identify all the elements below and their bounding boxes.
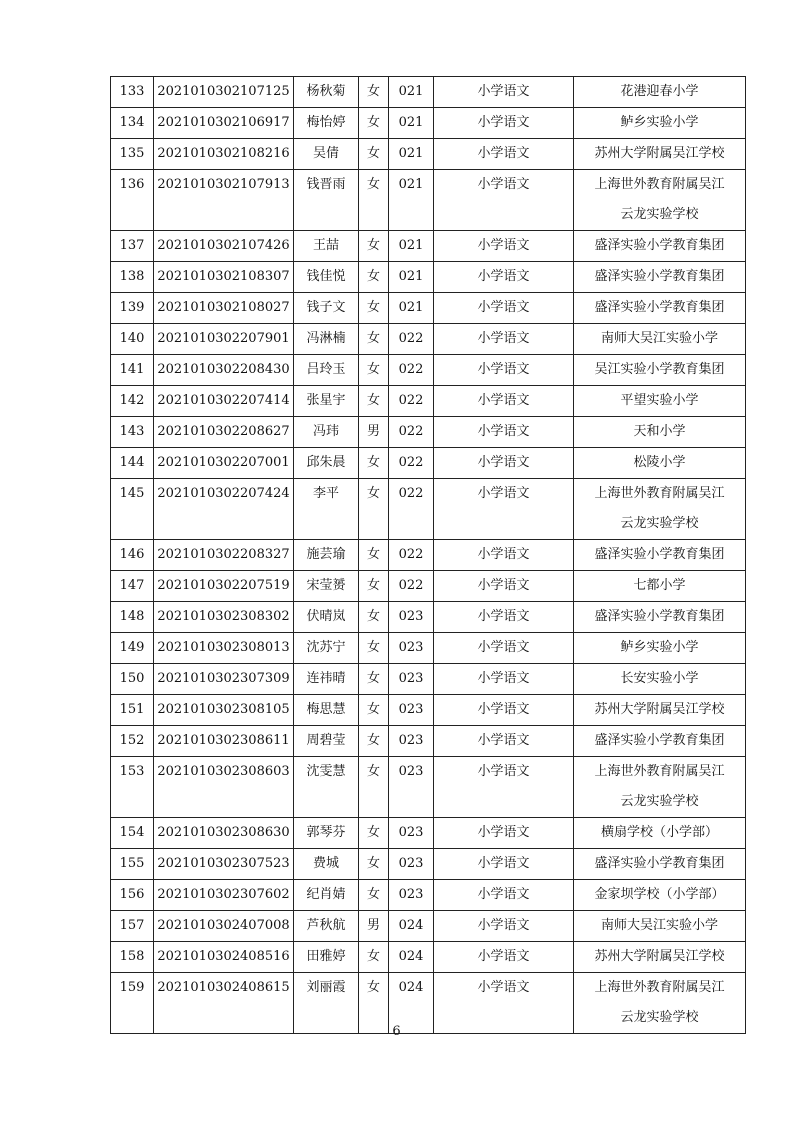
- gender-cell: 女: [359, 231, 389, 262]
- candidate-name-cell: 冯淋楠: [294, 324, 359, 355]
- row-number-cell: 139: [111, 293, 154, 324]
- candidate-id-cell: 2021010302308603: [154, 757, 294, 818]
- row-number-cell: 155: [111, 849, 154, 880]
- school-name-line: 云龙实验学校: [620, 516, 699, 531]
- exam-room-cell: 021: [389, 170, 434, 231]
- gender-cell: 女: [359, 293, 389, 324]
- row-number-cell: 151: [111, 695, 154, 726]
- school-cell: 平望实验小学: [574, 386, 746, 417]
- gender-cell: 女: [359, 540, 389, 571]
- subject-cell: 小学语文: [434, 324, 574, 355]
- row-number-cell: 147: [111, 571, 154, 602]
- candidate-id-cell: 2021010302208327: [154, 540, 294, 571]
- candidate-name-cell: 施芸瑜: [294, 540, 359, 571]
- gender-cell: 女: [359, 139, 389, 170]
- gender-cell: 女: [359, 386, 389, 417]
- candidate-name-cell: 周碧莹: [294, 726, 359, 757]
- school-cell: 南师大吴江实验小学: [574, 324, 746, 355]
- candidate-name-cell: 田雅婷: [294, 942, 359, 973]
- school-cell: 盛泽实验小学教育集团: [574, 726, 746, 757]
- school-name-line: 上海世外教育附属吴江: [594, 764, 725, 779]
- exam-room-cell: 023: [389, 633, 434, 664]
- exam-room-cell: 023: [389, 849, 434, 880]
- table-row: [111, 633, 746, 664]
- school-name-line: 上海世外教育附属吴江: [594, 177, 725, 192]
- candidate-name-cell: 吴倩: [294, 139, 359, 170]
- candidate-id-cell: 2021010302107125: [154, 77, 294, 108]
- subject-cell: 小学语文: [434, 448, 574, 479]
- exam-room-cell: 023: [389, 664, 434, 695]
- candidate-name-cell: 钱佳悦: [294, 262, 359, 293]
- subject-cell: 小学语文: [434, 695, 574, 726]
- row-number-cell: 156: [111, 880, 154, 911]
- candidate-name-cell: 冯玮: [294, 417, 359, 448]
- candidate-name-cell: 费城: [294, 849, 359, 880]
- gender-cell: 女: [359, 262, 389, 293]
- school-cell: 盛泽实验小学教育集团: [574, 602, 746, 633]
- exam-room-cell: 024: [389, 911, 434, 942]
- exam-room-cell: 023: [389, 757, 434, 818]
- exam-room-cell: 021: [389, 139, 434, 170]
- table-row: [111, 355, 746, 386]
- candidate-name-cell: 郭琴芬: [294, 818, 359, 849]
- candidate-name-cell: 李平: [294, 479, 359, 540]
- subject-cell: 小学语文: [434, 726, 574, 757]
- gender-cell: 女: [359, 633, 389, 664]
- school-cell: 盛泽实验小学教育集团: [574, 540, 746, 571]
- subject-cell: 小学语文: [434, 540, 574, 571]
- candidate-name-cell: 梅思慧: [294, 695, 359, 726]
- school-cell: 鲈乡实验小学: [574, 108, 746, 139]
- gender-cell: 女: [359, 695, 389, 726]
- exam-room-cell: 021: [389, 231, 434, 262]
- table-row: [111, 695, 746, 726]
- gender-cell: 女: [359, 324, 389, 355]
- exam-room-cell: 022: [389, 448, 434, 479]
- table-row: [111, 77, 746, 108]
- candidate-id-cell: 2021010302308013: [154, 633, 294, 664]
- candidate-id-cell: 2021010302107913: [154, 170, 294, 231]
- exam-room-cell: 022: [389, 479, 434, 540]
- candidate-id-cell: 2021010302308611: [154, 726, 294, 757]
- school-cell: 苏州大学附属吴江学校: [574, 139, 746, 170]
- candidate-id-cell: 2021010302408615: [154, 973, 294, 1034]
- school-cell: 盛泽实验小学教育集团: [574, 293, 746, 324]
- school-cell: [574, 170, 746, 231]
- exam-room-cell: 021: [389, 262, 434, 293]
- candidate-id-cell: 2021010302407008: [154, 911, 294, 942]
- school-name-line: 云龙实验学校: [620, 1010, 699, 1025]
- subject-cell: 小学语文: [434, 571, 574, 602]
- table-row: [111, 448, 746, 479]
- candidate-id-cell: 2021010302207424: [154, 479, 294, 540]
- gender-cell: 男: [359, 911, 389, 942]
- exam-room-cell: 021: [389, 77, 434, 108]
- gender-cell: 女: [359, 448, 389, 479]
- candidate-id-cell: 2021010302308105: [154, 695, 294, 726]
- row-number-cell: 136: [111, 170, 154, 231]
- school-name-line: 云龙实验学校: [620, 207, 699, 222]
- table-row: [111, 849, 746, 880]
- candidate-id-cell: 2021010302307602: [154, 880, 294, 911]
- candidate-id-cell: 2021010302307523: [154, 849, 294, 880]
- school-cell: 苏州大学附属吴江学校: [574, 942, 746, 973]
- table-row: [111, 262, 746, 293]
- candidate-id-cell: 2021010302208430: [154, 355, 294, 386]
- exam-room-cell: 022: [389, 386, 434, 417]
- candidate-id-cell: 2021010302207901: [154, 324, 294, 355]
- row-number-cell: 153: [111, 757, 154, 818]
- exam-room-cell: 022: [389, 324, 434, 355]
- subject-cell: 小学语文: [434, 293, 574, 324]
- exam-room-cell: 021: [389, 108, 434, 139]
- candidate-id-cell: 2021010302108216: [154, 139, 294, 170]
- table-row: [111, 911, 746, 942]
- roster-body: [111, 77, 746, 1034]
- roster-table: [110, 76, 746, 1034]
- exam-room-cell: 023: [389, 695, 434, 726]
- exam-room-cell: 024: [389, 942, 434, 973]
- gender-cell: 女: [359, 602, 389, 633]
- school-cell: 盛泽实验小学教育集团: [574, 849, 746, 880]
- exam-room-cell: 022: [389, 417, 434, 448]
- candidate-name-cell: 钱晋雨: [294, 170, 359, 231]
- candidate-name-cell: 纪肖婧: [294, 880, 359, 911]
- school-cell: 天和小学: [574, 417, 746, 448]
- subject-cell: 小学语文: [434, 170, 574, 231]
- gender-cell: 女: [359, 170, 389, 231]
- row-number-cell: 134: [111, 108, 154, 139]
- subject-cell: 小学语文: [434, 849, 574, 880]
- exam-room-cell: 022: [389, 540, 434, 571]
- row-number-cell: 158: [111, 942, 154, 973]
- candidate-name-cell: 沈雯慧: [294, 757, 359, 818]
- school-name-line: 上海世外教育附属吴江: [594, 980, 725, 995]
- gender-cell: 女: [359, 818, 389, 849]
- subject-cell: 小学语文: [434, 633, 574, 664]
- school-name-line: 上海世外教育附属吴江: [594, 486, 725, 501]
- table-row: [111, 417, 746, 448]
- exam-room-cell: 022: [389, 355, 434, 386]
- table-row: [111, 479, 746, 540]
- row-number-cell: 144: [111, 448, 154, 479]
- table-row: [111, 324, 746, 355]
- school-cell: 横扇学校（小学部）: [574, 818, 746, 849]
- exam-room-cell: 023: [389, 818, 434, 849]
- row-number-cell: 159: [111, 973, 154, 1034]
- row-number-cell: 148: [111, 602, 154, 633]
- table-row: [111, 170, 746, 231]
- candidate-name-cell: 芦秋航: [294, 911, 359, 942]
- candidate-name-cell: 邱朱晨: [294, 448, 359, 479]
- gender-cell: 女: [359, 757, 389, 818]
- table-row: [111, 231, 746, 262]
- row-number-cell: 142: [111, 386, 154, 417]
- row-number-cell: 150: [111, 664, 154, 695]
- candidate-name-cell: 梅怡婷: [294, 108, 359, 139]
- subject-cell: 小学语文: [434, 757, 574, 818]
- exam-room-cell: 023: [389, 880, 434, 911]
- row-number-cell: 137: [111, 231, 154, 262]
- table-row: [111, 571, 746, 602]
- school-cell: 长安实验小学: [574, 664, 746, 695]
- subject-cell: 小学语文: [434, 664, 574, 695]
- subject-cell: 小学语文: [434, 602, 574, 633]
- subject-cell: 小学语文: [434, 880, 574, 911]
- school-cell: 苏州大学附属吴江学校: [574, 695, 746, 726]
- subject-cell: 小学语文: [434, 386, 574, 417]
- table-row: [111, 942, 746, 973]
- table-row: [111, 664, 746, 695]
- row-number-cell: 133: [111, 77, 154, 108]
- exam-room-cell: 022: [389, 571, 434, 602]
- subject-cell: 小学语文: [434, 942, 574, 973]
- subject-cell: 小学语文: [434, 139, 574, 170]
- row-number-cell: 145: [111, 479, 154, 540]
- school-cell: 鲈乡实验小学: [574, 633, 746, 664]
- candidate-name-cell: 宋莹赟: [294, 571, 359, 602]
- school-cell: 花港迎春小学: [574, 77, 746, 108]
- candidate-id-cell: 2021010302108307: [154, 262, 294, 293]
- candidate-name-cell: 刘丽霞: [294, 973, 359, 1034]
- candidate-name-cell: 沈苏宁: [294, 633, 359, 664]
- candidate-id-cell: 2021010302408516: [154, 942, 294, 973]
- subject-cell: 小学语文: [434, 818, 574, 849]
- school-cell: [574, 757, 746, 818]
- candidate-id-cell: 2021010302108027: [154, 293, 294, 324]
- candidate-name-cell: 钱子文: [294, 293, 359, 324]
- table-row: [111, 540, 746, 571]
- row-number-cell: 152: [111, 726, 154, 757]
- school-cell: 吴江实验小学教育集团: [574, 355, 746, 386]
- school-cell: 盛泽实验小学教育集团: [574, 262, 746, 293]
- candidate-name-cell: 伏晴岚: [294, 602, 359, 633]
- candidate-id-cell: 2021010302106917: [154, 108, 294, 139]
- candidate-name-cell: 杨秋菊: [294, 77, 359, 108]
- candidate-id-cell: 2021010302208627: [154, 417, 294, 448]
- subject-cell: 小学语文: [434, 108, 574, 139]
- school-cell: 松陵小学: [574, 448, 746, 479]
- table-row: [111, 108, 746, 139]
- candidate-name-cell: 连祎晴: [294, 664, 359, 695]
- gender-cell: 男: [359, 417, 389, 448]
- candidate-id-cell: 2021010302308302: [154, 602, 294, 633]
- gender-cell: 女: [359, 355, 389, 386]
- exam-room-cell: 024: [389, 973, 434, 1034]
- gender-cell: 女: [359, 479, 389, 540]
- school-cell: 金家坝学校（小学部）: [574, 880, 746, 911]
- exam-room-cell: 023: [389, 602, 434, 633]
- candidate-name-cell: 王喆: [294, 231, 359, 262]
- table-row: [111, 602, 746, 633]
- row-number-cell: 146: [111, 540, 154, 571]
- candidate-id-cell: 2021010302307309: [154, 664, 294, 695]
- school-cell: [574, 479, 746, 540]
- gender-cell: 女: [359, 108, 389, 139]
- school-name-line: 云龙实验学校: [620, 794, 699, 809]
- row-number-cell: 138: [111, 262, 154, 293]
- candidate-id-cell: 2021010302207001: [154, 448, 294, 479]
- gender-cell: 女: [359, 77, 389, 108]
- row-number-cell: 149: [111, 633, 154, 664]
- row-number-cell: 140: [111, 324, 154, 355]
- row-number-cell: 141: [111, 355, 154, 386]
- row-number-cell: 143: [111, 417, 154, 448]
- row-number-cell: 154: [111, 818, 154, 849]
- gender-cell: 女: [359, 942, 389, 973]
- subject-cell: 小学语文: [434, 262, 574, 293]
- table-row: [111, 386, 746, 417]
- gender-cell: 女: [359, 726, 389, 757]
- gender-cell: 女: [359, 571, 389, 602]
- table-row: [111, 818, 746, 849]
- candidate-id-cell: 2021010302207414: [154, 386, 294, 417]
- table-row: [111, 139, 746, 170]
- subject-cell: 小学语文: [434, 911, 574, 942]
- subject-cell: 小学语文: [434, 417, 574, 448]
- table-row: [111, 726, 746, 757]
- table-row: [111, 880, 746, 911]
- subject-cell: 小学语文: [434, 355, 574, 386]
- page-number: 6: [392, 1024, 401, 1039]
- school-cell: 七都小学: [574, 571, 746, 602]
- row-number-cell: 157: [111, 911, 154, 942]
- gender-cell: 女: [359, 880, 389, 911]
- candidate-id-cell: 2021010302207519: [154, 571, 294, 602]
- candidate-name-cell: 吕玲玉: [294, 355, 359, 386]
- row-number-cell: 135: [111, 139, 154, 170]
- candidate-id-cell: 2021010302308630: [154, 818, 294, 849]
- subject-cell: 小学语文: [434, 77, 574, 108]
- gender-cell: 女: [359, 664, 389, 695]
- subject-cell: 小学语文: [434, 231, 574, 262]
- school-cell: 盛泽实验小学教育集团: [574, 231, 746, 262]
- candidate-id-cell: 2021010302107426: [154, 231, 294, 262]
- gender-cell: 女: [359, 849, 389, 880]
- candidate-name-cell: 张星宇: [294, 386, 359, 417]
- gender-cell: 女: [359, 973, 389, 1034]
- subject-cell: 小学语文: [434, 973, 574, 1034]
- exam-room-cell: 023: [389, 726, 434, 757]
- school-cell: 南师大吴江实验小学: [574, 911, 746, 942]
- subject-cell: 小学语文: [434, 479, 574, 540]
- table-row: [111, 757, 746, 818]
- table-row: [111, 293, 746, 324]
- exam-room-cell: 021: [389, 293, 434, 324]
